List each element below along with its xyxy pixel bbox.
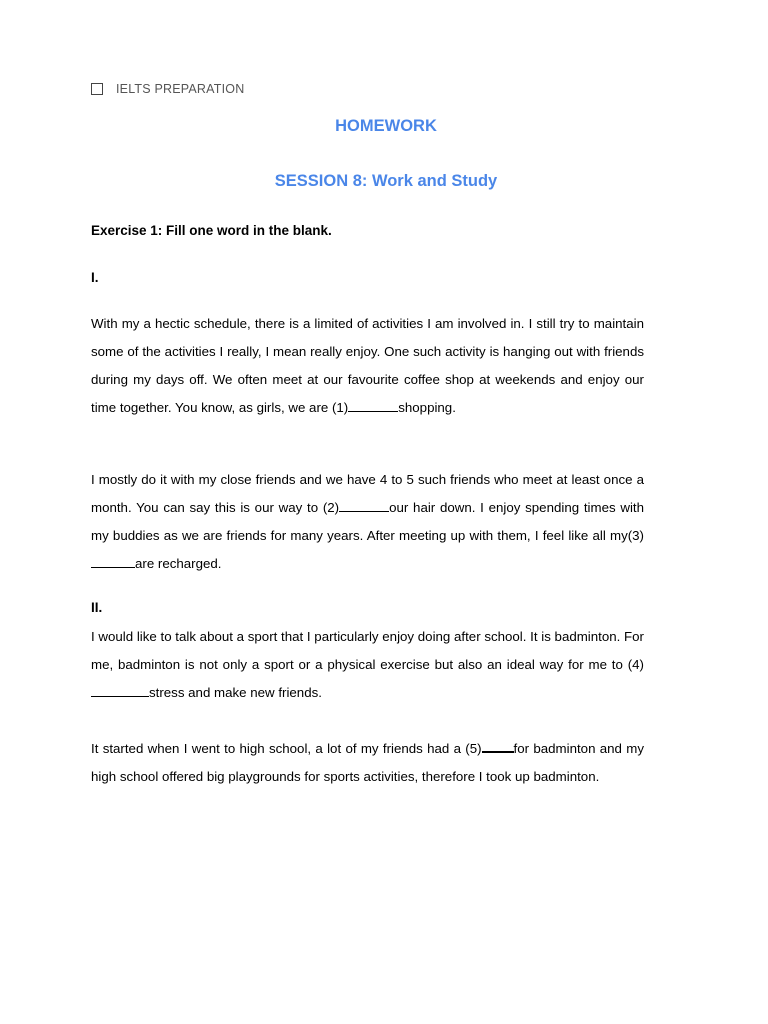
paragraph-1 — [91, 310, 644, 422]
blank-3-marker: (3) — [627, 528, 644, 543]
paragraph-2-middle: our hair down. I enjoy spending times with my buddies as we are friends for many years. After meeting up with them, I feel like all my — [91, 500, 644, 543]
paragraph-1-text: With my a hectic schedule, there is a limited of activities I am involved in. I still try to maintain some of the activities I really, I mean really enjoy. One such activity is hanging out with friends during my days off. We often meet at our favourite coffee shop at weekends and enjoy our time together. You know, as girls, we are — [91, 316, 644, 415]
paragraph-2-end: are recharged. — [135, 556, 222, 571]
section-numeral-2: II. — [91, 600, 103, 615]
exercise-heading: Exercise 1: Fill one word in the blank. — [91, 223, 332, 238]
paragraph-3 — [91, 623, 644, 707]
blank-1-marker: (1) — [331, 400, 349, 415]
blank-4[interactable] — [91, 685, 149, 697]
paragraph-4 — [91, 735, 644, 791]
section-numeral-1: I. — [91, 270, 99, 285]
paragraph-4-end: for badminton and my high school offered big playgrounds for sports activities, therefore I took up badminton. — [91, 741, 644, 784]
blank-3[interactable] — [91, 556, 135, 568]
paragraph-1-end: shopping. — [398, 400, 456, 415]
blank-4-marker: (4) — [627, 657, 644, 672]
header-label: IELTS PREPARATION — [116, 82, 245, 96]
blank-2[interactable] — [339, 500, 389, 512]
blank-5-marker: (5) — [465, 741, 482, 756]
blank-5[interactable] — [482, 740, 514, 753]
document-header — [91, 80, 244, 98]
session-title: SESSION 8: Work and Study — [274, 172, 498, 190]
paragraph-3-end: stress and make new friends. — [149, 685, 322, 700]
checkbox-icon[interactable] — [91, 83, 103, 95]
paragraph-2 — [91, 466, 644, 578]
paragraph-2-text: I mostly do it with my close friends and we have 4 to 5 such friends who meet at least once a month. You can say this is our way to — [91, 472, 644, 515]
paragraph-3-text: I would like to talk about a sport that I particularly enjoy doing after school. It is badminton. For me, badminton is not only a sport or a physical exercise but also an ideal way for me to — [91, 629, 644, 672]
blank-1[interactable] — [348, 400, 398, 412]
blank-2-marker: (2) — [322, 500, 340, 515]
page-title: HOMEWORK — [335, 117, 437, 135]
paragraph-4-text: It started when I went to high school, a lot of my friends had a — [91, 741, 466, 756]
